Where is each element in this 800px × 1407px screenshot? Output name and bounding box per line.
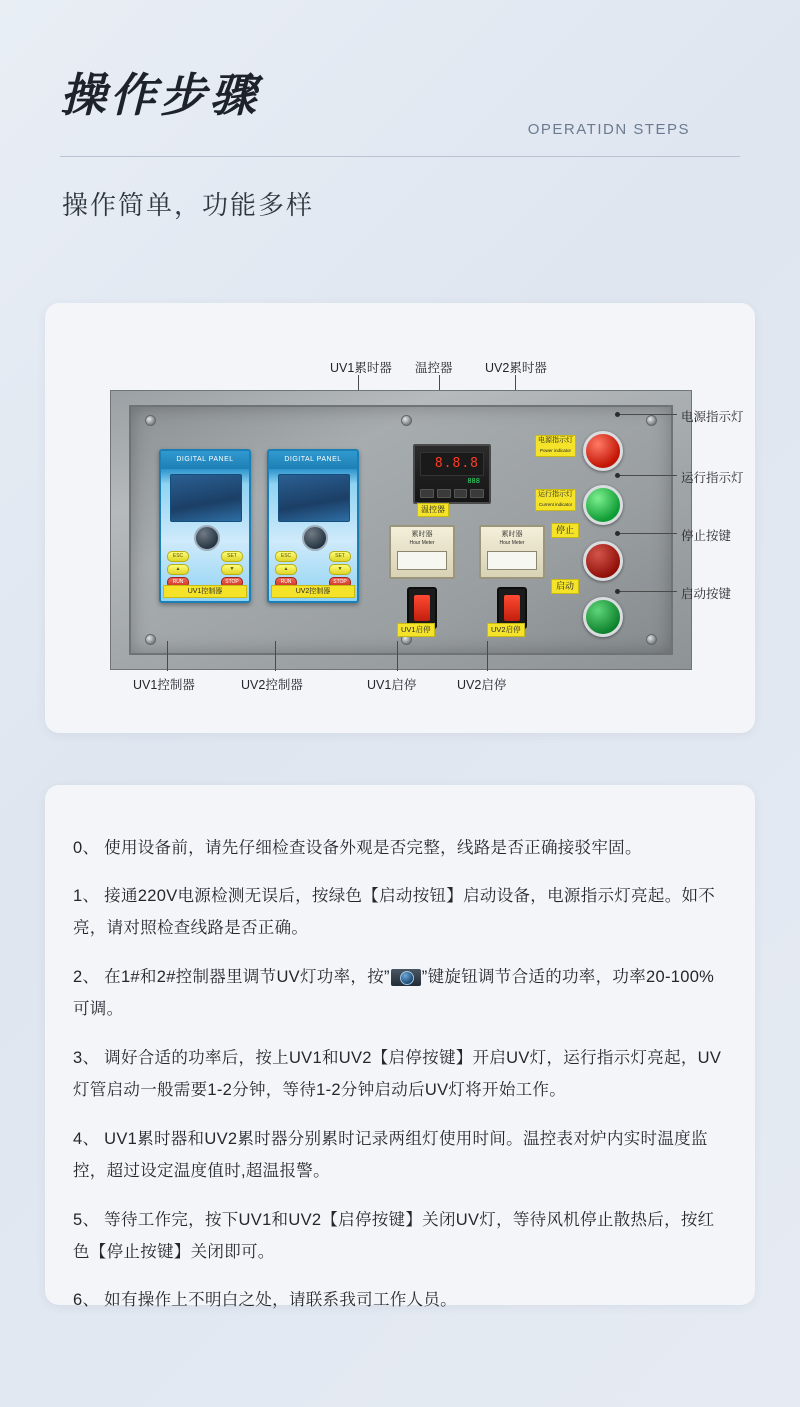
leader-line [617, 591, 677, 592]
panel-faceplate [129, 405, 673, 655]
uv2-hour-meter-label: 累时器 Hour Meter [499, 531, 525, 546]
uv2-controller[interactable] [267, 449, 359, 603]
screw-icon [401, 415, 412, 426]
uv2-keys-mid-row [275, 564, 351, 575]
uv1-down-key[interactable]: ▼ [221, 564, 243, 575]
step-1: 1、 接通220V电源检测无误后，按绿色【启动按钮】启动设备，电源指示灯亮起。如不亮，请对照检查线路是否正确。 [73, 887, 716, 938]
callout-uv1-controller: UV1控制器 [133, 678, 195, 692]
stop-button[interactable] [583, 541, 623, 581]
step-0: 0、 使用设备前，请先仔细检查设备外观是否完整，线路是否正确接驳牢固。 [73, 838, 642, 857]
uv2-controller-screen [278, 474, 350, 522]
callout-uv1-hour-meter: UV1累时器 [330, 361, 392, 375]
page-header [0, 0, 800, 142]
screw-icon [646, 415, 657, 426]
leader-line [167, 641, 168, 671]
leader-dot [615, 531, 620, 536]
uv1-keys-top-row [167, 551, 243, 562]
uv2-hour-meter [479, 525, 545, 579]
uv2-esc-key[interactable]: ESC [275, 551, 297, 562]
uv1-hour-meter-window [397, 551, 447, 570]
uv1-up-key[interactable]: ▲ [167, 564, 189, 575]
rocker-actuator [414, 595, 430, 621]
uv1-power-knob[interactable] [194, 525, 220, 551]
start-button-tag: 启动 [551, 579, 579, 594]
uv1-esc-key[interactable]: ESC [167, 551, 189, 562]
leader-dot [615, 589, 620, 594]
page-title-english: OPERATIDN STEPS [527, 121, 690, 138]
leader-line [397, 641, 398, 671]
step-5: 5、 等待工作完，按下UV1和UV2【启停按键】关闭UV灯，等待风机停止散热后，按红色【停止按键】关闭即可。 [73, 1210, 715, 1261]
uv1-set-key[interactable]: SET [221, 551, 243, 562]
callout-uv1-start-stop: UV1启停 [367, 678, 417, 692]
leader-dot [615, 473, 620, 478]
leader-dot [615, 412, 620, 417]
uv1-stop-key[interactable]: STOP [221, 577, 243, 588]
uv2-run-key[interactable]: RUN [275, 577, 297, 588]
header-divider [60, 156, 740, 157]
control-panel-diagram [45, 303, 755, 733]
start-button[interactable] [583, 597, 623, 637]
uv2-controller-header: DIGITAL PANEL [269, 451, 357, 469]
callout-power-indicator: 电源指示灯 [681, 410, 744, 424]
step-2-part-b: ”键旋钮调节合适的功率，功率20-100%可调。 [73, 968, 715, 1019]
knob-icon [391, 969, 421, 986]
uv2-up-key[interactable]: ▲ [275, 564, 297, 575]
page-subtitle: 操作简单，功能多样 [62, 190, 315, 220]
temp-pv-display: 8.8.8 [420, 452, 484, 476]
step-3: 3、 调好合适的功率后，按上UV1和UV2【启停按键】开启UV灯，运行指示灯亮起，UV灯管启动一般需要1-2分钟，等待1-2分钟启动后UV灯将开始工作。 [73, 1048, 722, 1100]
callout-uv2-hour-meter: UV2累时器 [485, 361, 547, 375]
screw-icon [145, 634, 156, 645]
leader-line [617, 414, 677, 415]
run-indicator-lamp [583, 485, 623, 525]
callout-stop-button: 停止按键 [681, 529, 732, 543]
header-row [60, 70, 750, 142]
temp-key[interactable] [420, 489, 434, 498]
uv1-run-key[interactable]: RUN [167, 577, 189, 588]
uv1-hour-meter-label: 累时器 Hour Meter [409, 531, 435, 546]
temp-keypad[interactable] [420, 489, 484, 498]
uv1-controller[interactable] [159, 449, 251, 603]
callout-temp-controller: 温控器 [415, 361, 453, 375]
leader-line [275, 641, 276, 671]
temp-key[interactable] [470, 489, 484, 498]
uv1-controller-screen [170, 474, 242, 522]
control-panel-card [45, 303, 755, 733]
rocker-actuator [504, 595, 520, 621]
callout-uv2-controller: UV2控制器 [241, 678, 303, 692]
screw-icon [646, 634, 657, 645]
callout-uv2-start-stop: UV2启停 [457, 678, 507, 692]
leader-line [487, 641, 488, 671]
temp-sv-display: 888 [467, 477, 480, 485]
uv2-set-key[interactable]: SET [329, 551, 351, 562]
uv2-down-key[interactable]: ▼ [329, 564, 351, 575]
uv2-hour-meter-window [487, 551, 537, 570]
leader-line [617, 533, 677, 534]
control-panel-photo [110, 390, 692, 670]
temp-key[interactable] [437, 489, 451, 498]
uv1-keys-mid-row [167, 564, 243, 575]
temperature-controller[interactable] [413, 444, 491, 504]
leader-line [617, 475, 677, 476]
screw-icon [145, 415, 156, 426]
uv1-controller-header: DIGITAL PANEL [161, 451, 249, 469]
step-2-part-a: 2、 在1#和2#控制器里调节UV灯功率，按” [73, 968, 390, 987]
uv2-start-stop-tag: UV2启停 [487, 623, 525, 637]
uv2-keys-top-row [275, 551, 351, 562]
step-4: 4、 UV1累时器和UV2累时器分别累时记录两组灯使用时间。温控表对炉内实时温度监控，超过设定温度值时,超温报警。 [73, 1129, 708, 1180]
uv1-hour-meter [389, 525, 455, 579]
uv1-start-stop-tag: UV1启停 [397, 623, 435, 637]
step-6: 6、 如有操作上不明白之处，请联系我司工作人员。 [73, 1291, 457, 1310]
uv2-stop-key[interactable]: STOP [329, 577, 351, 588]
power-indicator-lamp [583, 431, 623, 471]
temperature-controller-tag: 温控器 [417, 503, 449, 517]
stop-button-tag: 停止 [551, 523, 579, 538]
page-title: 操作步骤 [60, 69, 260, 121]
temp-key[interactable] [454, 489, 468, 498]
uv2-power-knob[interactable] [302, 525, 328, 551]
run-indicator-tag: 运行指示灯 Current indicator [535, 489, 576, 511]
step-2 [73, 961, 727, 1025]
uv2-controller-tag: UV2控制器 [271, 585, 355, 598]
callout-run-indicator: 运行指示灯 [681, 471, 744, 485]
power-indicator-tag: 电源指示灯 Power indicator [535, 435, 576, 457]
uv1-controller-tag: UV1控制器 [163, 585, 247, 598]
steps-card [45, 785, 755, 1310]
callout-start-button: 启动按键 [681, 587, 732, 601]
